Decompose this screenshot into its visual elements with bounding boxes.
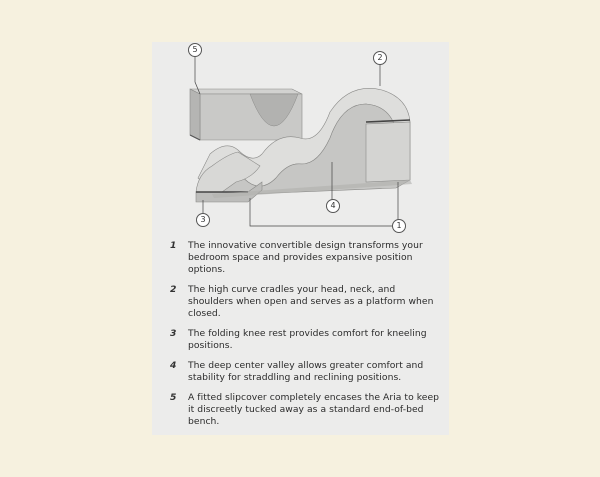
feature-text: The deep center valley allows greater comfort and stability for straddling and reclining positions. [188, 360, 424, 383]
feature-number: 1 [170, 240, 177, 251]
feature-number: 3 [170, 328, 177, 339]
callout-5: 5 [188, 43, 202, 57]
feature-text: The innovative convertible design transforms your bedroom space and provides expansive position options. [188, 240, 423, 275]
feature-text: A fitted slipcover completely encases the Aria to keep it discreetly tucked away as a standard end-of-bed bench. [188, 392, 440, 427]
bench-illustration [152, 42, 449, 232]
feature-number: 2 [170, 284, 177, 295]
feature-item [170, 240, 440, 276]
feature-number: 4 [170, 360, 177, 371]
feature-text: The high curve cradles your head, neck, and shoulders when open and serves as a platform when closed. [188, 284, 434, 319]
feature-item [170, 360, 440, 384]
product-panel [152, 42, 449, 435]
feature-item [170, 328, 440, 352]
callout-2: 2 [373, 51, 387, 65]
feature-number: 5 [170, 392, 177, 403]
callout-3: 3 [196, 213, 210, 227]
feature-item [170, 284, 440, 320]
feature-list [170, 240, 440, 436]
feature-item [170, 392, 440, 428]
callout-4: 4 [326, 199, 340, 213]
feature-text: The folding knee rest provides comfort for kneeling positions. [188, 328, 427, 351]
closed-bench [190, 89, 302, 140]
callout-1: 1 [392, 219, 406, 233]
